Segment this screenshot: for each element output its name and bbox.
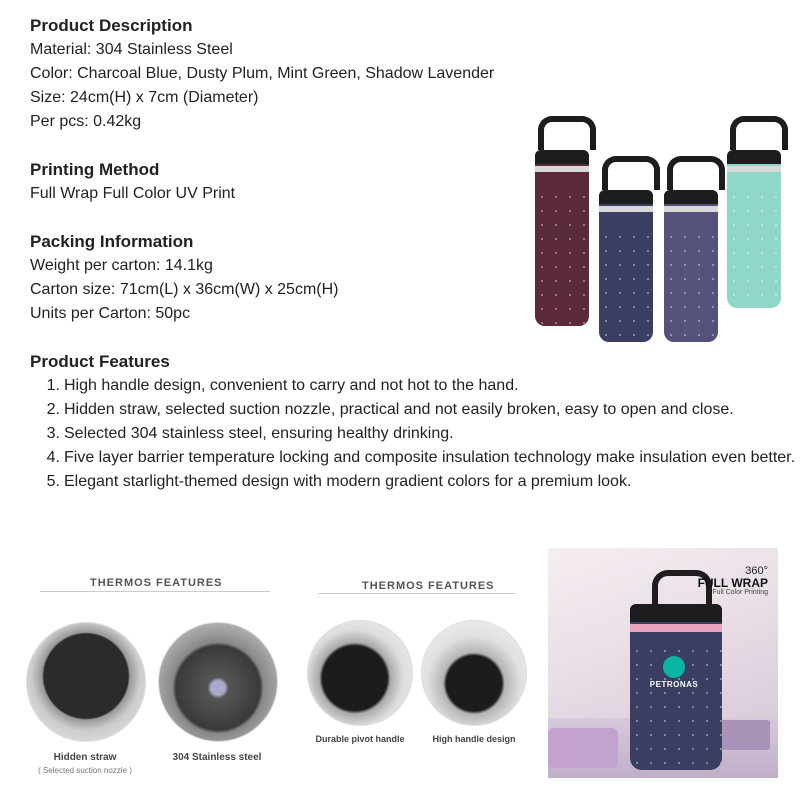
printing-line: Full Wrap Full Color UV Print: [30, 185, 236, 202]
lifestyle-photo: [548, 548, 778, 778]
bottle-lineup-image: [520, 112, 800, 352]
hidden-straw-subcaption: ( Selected suction nozzle ): [38, 766, 132, 775]
carton-size-line: Carton size: 71cm(L) x 36cm(W) x 25cm(H): [30, 281, 339, 298]
list-item: 4. Five layer barrier temperature locking and composite insulation technology make insulation even better.: [46, 449, 796, 466]
right-panel-title: THERMOS FEATURES: [362, 580, 495, 592]
units-line: Units per Carton: 50pc: [30, 305, 191, 322]
weight-line: Per pcs: 0.42kg: [30, 113, 142, 130]
hidden-straw-image: [26, 622, 146, 742]
printing-heading: Printing Method: [30, 160, 160, 179]
size-line: Size: 24cm(H) x 7cm (Diameter): [30, 89, 259, 106]
list-item: 3. Selected 304 stainless steel, ensuring healthy drinking.: [46, 425, 454, 442]
high-handle-caption: High handle design: [432, 734, 516, 744]
list-item: 2. Hidden straw, selected suction nozzle, practical and not easily broken, easy to open and close.: [46, 401, 734, 418]
petronas-logo: PETRONAS: [646, 656, 702, 689]
full-wrap-badge: 360° FULL WRAP Full Color Printing: [697, 565, 768, 596]
pivot-handle-caption: Durable pivot handle: [315, 734, 405, 744]
description-heading: Product Description: [30, 16, 193, 35]
bottle-charcoal-blue: [599, 190, 653, 342]
hidden-straw-caption: Hidden straw: [53, 752, 117, 763]
pivot-handle-image: [307, 620, 413, 726]
color-line: Color: Charcoal Blue, Dusty Plum, Mint Green, Shadow Lavender: [30, 65, 495, 82]
bottle-mint-green: [727, 150, 781, 308]
list-item: 5. Elegant starlight-themed design with modern gradient colors for a premium look.: [46, 473, 632, 490]
high-handle-image: [421, 620, 527, 726]
features-heading: Product Features: [30, 352, 170, 371]
stainless-steel-caption: 304 Stainless steel: [172, 752, 262, 763]
list-item: 1. High handle design, convenient to carry and not hot to the hand.: [46, 377, 519, 394]
bottle-dusty-plum: [535, 150, 589, 326]
material-line: Material: 304 Stainless Steel: [30, 41, 233, 58]
carton-weight-line: Weight per carton: 14.1kg: [30, 257, 213, 274]
stainless-steel-image: [158, 622, 278, 742]
features-list: [30, 374, 800, 494]
bottle-shadow-lavender: [664, 190, 718, 342]
left-panel-title: THERMOS FEATURES: [90, 577, 223, 589]
packing-heading: Packing Information: [30, 232, 194, 251]
